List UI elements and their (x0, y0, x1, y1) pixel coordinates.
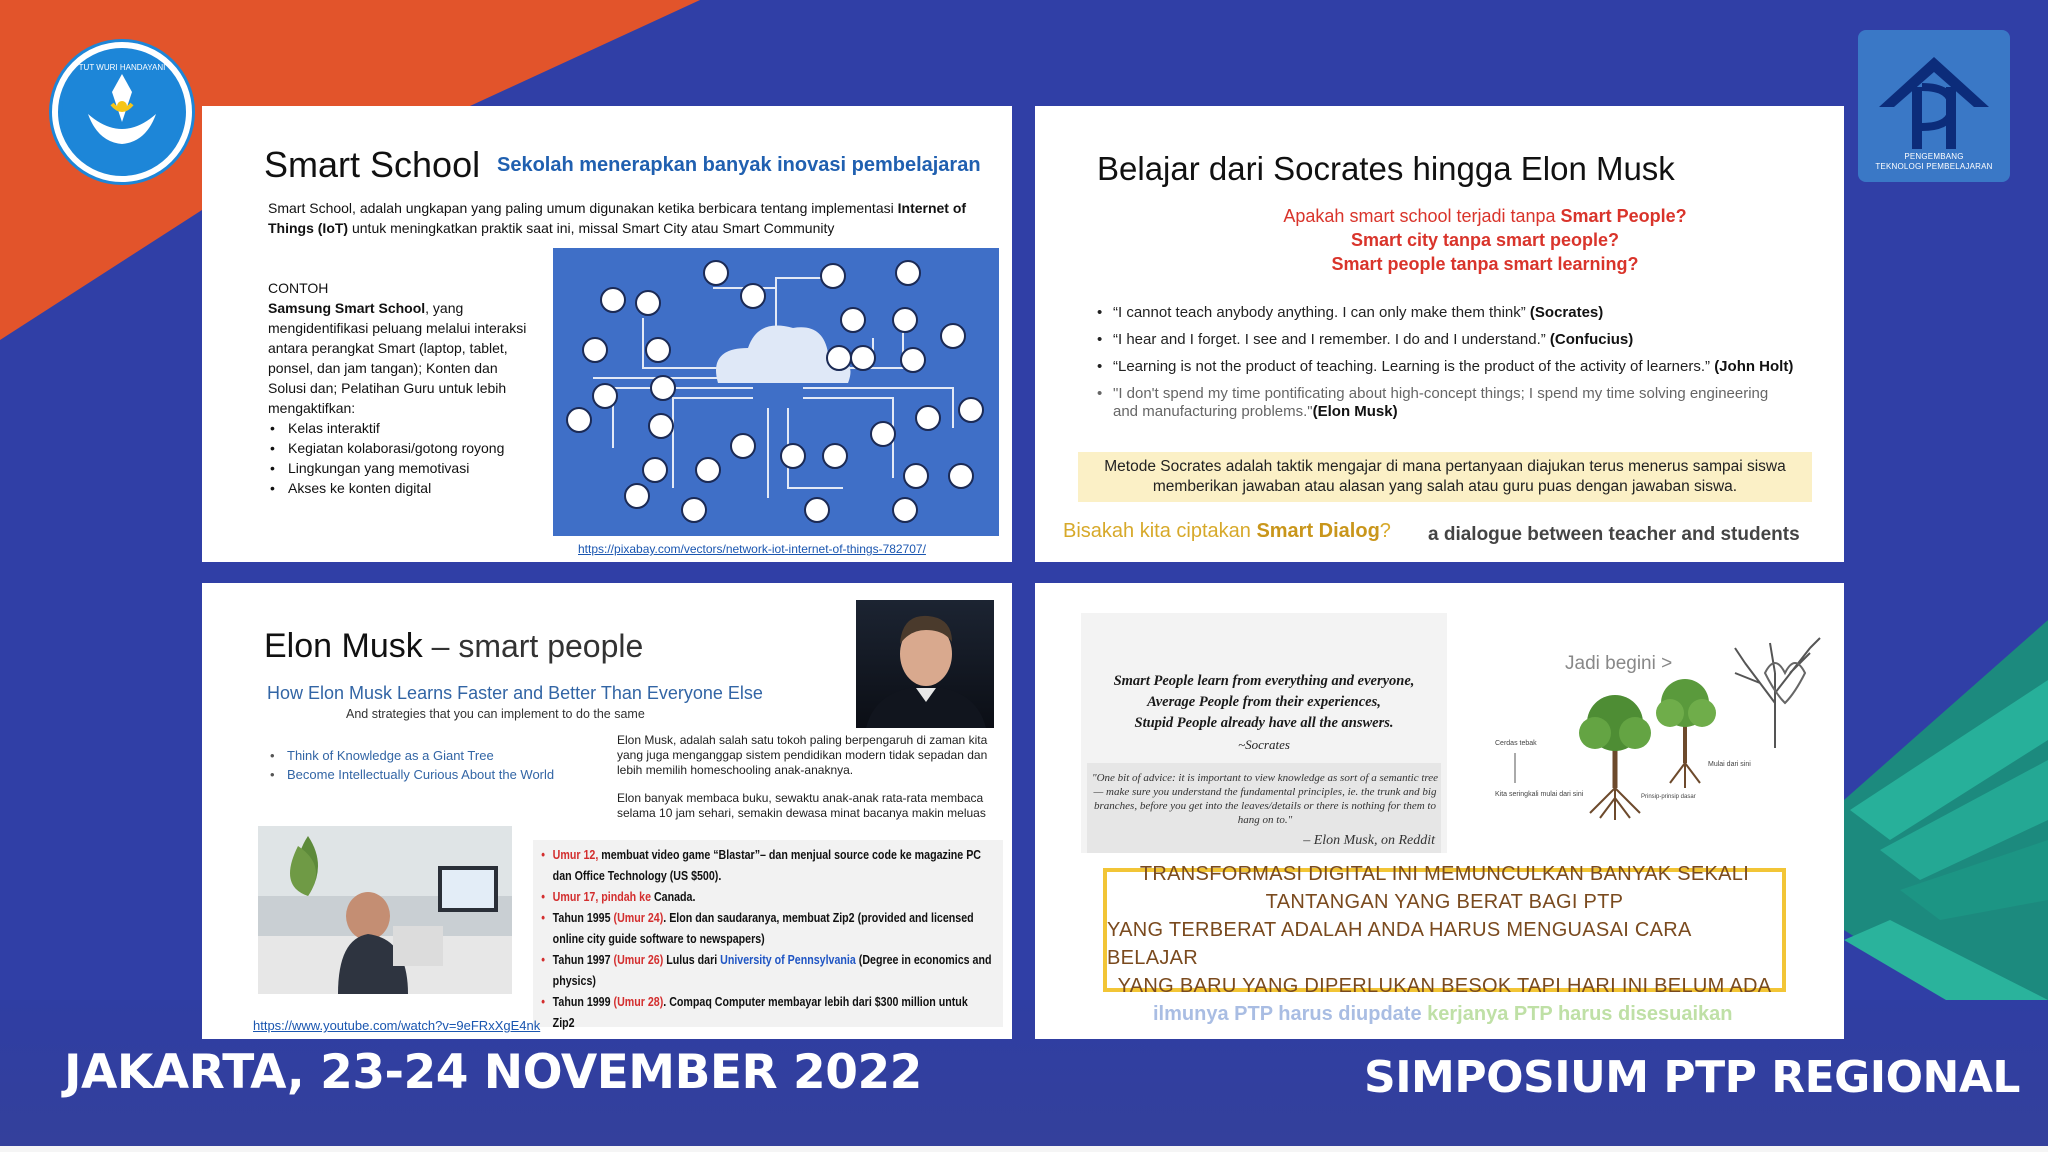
timeline-age: (Umur 24) (613, 910, 664, 925)
tips-list (268, 746, 554, 784)
list-item: • Kelas interaktif (268, 418, 533, 438)
quote-author: (John Holt) (1714, 358, 1794, 375)
question-emphasis: Smart People (1560, 206, 1676, 226)
quote-item (1097, 304, 1797, 322)
timeline-age: (Umur 28) (613, 994, 664, 1009)
slide-socrates-elon (1035, 106, 1844, 562)
timeline-text: . Elon dan saudaranya, membuat Zip2 (provided and licensed online city guide software to newspapers) (552, 910, 974, 946)
elon-quote-author: – Elon Musk, on Reddit (1303, 833, 1435, 848)
elon-quote: "One bit of advice: it is important to view knowledge as sort of a semantic tree — make sure you understand the fundamental principles, ie. the trunk and big branches, before you get into the leaves/details or there is nothing for them to hang on to." (1091, 772, 1439, 826)
slide-title (264, 627, 643, 666)
ptp-caption-2: TEKNOLOGI PEMBELAJARAN (1875, 162, 1993, 171)
timeline-item (541, 991, 992, 1033)
bottom-strip (0, 1146, 2048, 1152)
timeline-year: Tahun 1999 (552, 994, 614, 1009)
ptp-caption (1153, 1003, 1732, 1026)
tree-label: Mulai dari sini (1708, 761, 1751, 768)
iot-network-image (553, 248, 999, 536)
slide-smart-school (202, 106, 1012, 562)
timeline-age: (Umur 26) (613, 952, 664, 967)
dialogue-caption: a dialogue between teacher and students (1428, 524, 1800, 545)
slide-title: Smart School (264, 144, 481, 185)
university-link[interactable]: University of Pennsylvania (720, 952, 856, 967)
timeline-text: membuat video game “Blastar”– dan menjual source code ke magazine PC dan Office Technology (US $500). (552, 847, 982, 883)
question-part: Bisakah kita ciptakan (1063, 520, 1257, 542)
example-heading: CONTOH (268, 280, 329, 296)
bio-paragraph: Elon Musk, adalah salah satu tokoh paling berpengaruh di zaman kita yang juga menganggap sistem pendidikan modern tidak sepadan dan lebih memilih homeschooling anak-anaknya. (617, 733, 988, 777)
quote-text: “I hear and I forget. I see and I remember. I do and I understand.” (1113, 331, 1550, 348)
socratic-method-box: Metode Socrates adalah taktik mengajar di mana pertanyaan diajukan terus menerus sampai siswa memberikan jawaban atau alasan yang salah atau guru puas dengan jawaban siswa. (1078, 452, 1812, 502)
timeline-text: . Compaq Computer membayar lebih dari $300 million untuk Zip2 (552, 994, 968, 1030)
example-block (268, 278, 533, 498)
question-part: ? (1379, 520, 1391, 542)
samsung-term: Samsung Smart School (268, 300, 426, 316)
example-desc (268, 298, 533, 418)
quote-text: “I cannot teach anybody anything. I can only make them think” (1113, 304, 1530, 321)
iot-term: Internet of Things (IoT) (268, 200, 967, 236)
rooted-tree-icon (1579, 695, 1651, 820)
timeline-age: Umur 12, (552, 847, 599, 862)
quote-card (1081, 613, 1447, 853)
tree-label: Kita seringkali mulai dari sini (1495, 791, 1584, 798)
bio-text (617, 733, 1002, 821)
question-part: ? (1675, 206, 1687, 226)
bare-tree-icon (1735, 638, 1820, 748)
event-date-location: JAKARTA, 23-24 NOVEMBER 2022 (64, 1045, 922, 1100)
quote-text: “Learning is not the product of teaching. Learning is the product of the activity of learners.” (1113, 358, 1715, 375)
ptp-logo (1858, 30, 2010, 182)
quote-item (1097, 385, 1797, 421)
box-line: TANTANGAN YANG BERAT BAGI PTP (1265, 891, 1624, 913)
example-text: , yang mengidentifikasi peluang melalui interaksi antara perangkat Smart (laptop, tablet, ponsel, dan jam tangan); Konten dan Solusi dan; Pelatihan Guru untuk lebih mengaktifkan: (268, 300, 527, 416)
box-line: TRANSFORMASI DIGITAL INI MEMUNCULKAN BANYAK SEKALI (1139, 863, 1750, 885)
question-part: Apakah smart school terjadi tanpa (1283, 206, 1561, 226)
quote-author: (Elon Musk) (1312, 403, 1398, 420)
smart-dialog-term: Smart Dialog (1256, 520, 1380, 542)
subheadline: And strategies that you can implement to do the same (346, 707, 645, 721)
title-name: Elon Musk (264, 627, 423, 665)
transformation-box (1103, 863, 1786, 997)
box-line: YANG BARU YANG DIPERLUKAN BESOK TAPI HARI INI BELUM ADA (1117, 975, 1772, 997)
source-link[interactable]: https://pixabay.com/vectors/network-iot-internet-of-things-782707/ (578, 542, 926, 556)
timeline-year: Tahun 1995 (552, 910, 614, 925)
list-item: • Kegiatan kolaborasi/gotong royong (268, 438, 533, 458)
list-item: • Think of Knowledge as a Giant Tree (268, 746, 554, 765)
example-list (268, 418, 533, 498)
caption-part: kerjanya PTP harus disesuaikan (1427, 1003, 1733, 1025)
tut-wuri-handayani-logo (52, 42, 192, 182)
timeline-item (541, 907, 992, 949)
question-block (1235, 204, 1735, 276)
tree-label: Cerdas tebak (1495, 740, 1537, 747)
socrates-quote (1081, 671, 1447, 734)
slide-subtitle: Sekolah menerapkan banyak inovasi pembelajaran (497, 154, 981, 176)
quote-author: ~Socrates (1238, 737, 1290, 752)
logo-text: TUT WURI HANDAYANI (78, 63, 166, 72)
timeline-age: Umur 17, pindah ke (552, 889, 652, 904)
person-portrait-icon (856, 600, 994, 728)
timeline-text: Canada. (651, 889, 696, 904)
timeline-item (541, 886, 992, 907)
headline: How Elon Musk Learns Faster and Better Than Everyone Else (267, 683, 763, 703)
list-item: • Lingkungan yang memotivasi (268, 458, 533, 478)
timeline-text: Lulus dari (663, 952, 721, 967)
office-scene-icon (258, 826, 512, 994)
question-2: Smart city tanpa smart people? (1350, 230, 1620, 250)
quote-item (1097, 331, 1797, 349)
timeline-item (541, 949, 992, 991)
ptp-caption-1: PENGEMBANG (1904, 152, 1964, 161)
quote-line: Average People from their experiences, (1147, 694, 1381, 710)
bio-paragraph: Elon banyak membaca buku, sewaktu anak-anak rata-rata membaca selama 10 jam sehari, semakin dewasa minat bacanya makin meluas (617, 791, 986, 820)
elon-portrait-photo (856, 600, 994, 728)
elon-quote-box (1087, 763, 1441, 853)
quote-line: Stupid People already have all the answers. (1134, 715, 1394, 731)
caption-part: ilmunya PTP harus diupdate (1153, 1003, 1428, 1025)
quote-list (1097, 304, 1797, 430)
title-rest: – smart people (422, 628, 644, 664)
slide-elon-musk (202, 583, 1012, 1039)
question-3: Smart people tanpa smart learning? (1331, 254, 1639, 274)
green-tree-icon (1656, 679, 1716, 788)
emblem-icon (58, 48, 186, 176)
ptp-emblem-icon (1874, 52, 1994, 152)
slide-transformation (1035, 583, 1844, 1039)
jadi-begini-label: Jadi begini > (1565, 653, 1673, 674)
event-title: SIMPOSIUM PTP REGIONAL (1364, 1052, 2020, 1103)
intro-part: Smart School, adalah ungkapan yang paling umum digunakan ketika berbicara tentang implementasi (268, 200, 898, 216)
question-1 (1235, 204, 1735, 228)
quote-line: Smart People learn from everything and everyone, (1113, 673, 1415, 689)
timeline-list (533, 840, 992, 1033)
timeline-text: (Degree in economics and physics) (552, 952, 992, 988)
slide-title: Belajar dari Socrates hingga Elon Musk (1097, 150, 1675, 187)
knowledge-trees-illustration (1455, 613, 1835, 853)
intro-part: untuk meningkatkan praktik saat ini, missal Smart City atau Smart Community (348, 220, 835, 236)
quote-item (1097, 358, 1797, 376)
list-item: • Akses ke konten digital (268, 478, 533, 498)
elon-desk-photo (258, 826, 512, 994)
timeline-year: Tahun 1997 (552, 952, 614, 967)
tree-label: Prinsip-prinsip dasar (1641, 794, 1696, 800)
cloud-network-icon (553, 248, 999, 536)
timeline-box (533, 840, 1003, 1030)
quote-author: (Socrates) (1529, 304, 1604, 321)
youtube-link[interactable]: https://www.youtube.com/watch?v=9eFRxXgE4nk (253, 1018, 541, 1033)
timeline-item (541, 844, 992, 886)
list-item: • Become Intellectually Curious About the World (268, 765, 554, 784)
intro-text (268, 198, 968, 238)
box-line: YANG TERBERAT ADALAH ANDA HARUS MENGUASAI CARA BELAJAR (1107, 919, 1691, 969)
smart-dialog-question (1063, 520, 1391, 543)
quote-text: "I don't spend my time pontificating about high-concept things; I spend my time solving engineering and manufacturing problems." (1113, 385, 1769, 420)
quote-author: (Confucius) (1549, 331, 1634, 348)
